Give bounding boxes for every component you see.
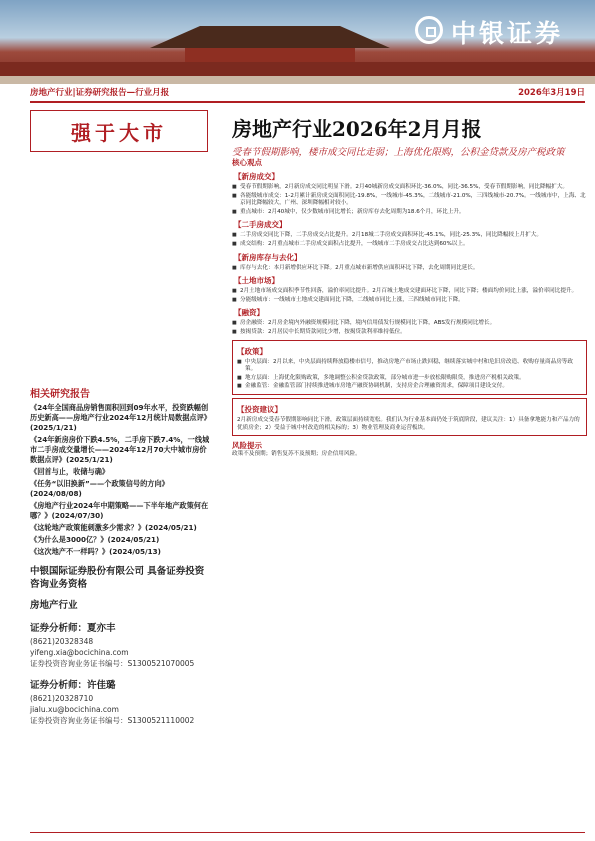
related-report-item[interactable]: 《这次地产不一样吗？》(2024/05/13) [30, 547, 161, 556]
analyst-cert: 证券投资咨询业务证书编号：S1300521110002 [30, 716, 195, 725]
company-qualification: 中银国际证券股份有限公司 具备证券投资咨询业务资格 [30, 566, 205, 590]
section-tag-policy: 【政策】 [237, 346, 267, 356]
related-report-item[interactable]: 《这轮地产政策能刺激多少需求？》(2024/05/21) [30, 523, 197, 532]
paragraph: ■ 分能级城市：一线城市土地成交建面同比下降，二线城市同比上涨，三四线城市同比下降。 [232, 297, 587, 305]
analyst-email[interactable]: yifeng.xia@bocichina.com [30, 648, 129, 657]
rating-box: 强于大市 [30, 110, 208, 152]
logo-text: 中银证券 [451, 19, 564, 48]
header-divider [30, 101, 585, 103]
policy-box [232, 340, 587, 395]
section-tag-new-home: 【新房成交】 [234, 172, 279, 181]
report-title: 房地产行业2026年2月月报 [232, 117, 482, 141]
paragraph: ■ 中央层面：2月以来，中央层面持续释放稳楼市信号，推动房地产市场止跌回稳，继续落实城中村和危旧房改造、收购存量商品房等政策。 [237, 359, 582, 374]
analyst-name: 证券分析师：许佳璐 [30, 680, 116, 691]
paragraph: ■ 受春节假期影响，2月新房成交同比明显下滑。2月40城新房成交面积环比-36.0%，同比-36.5%，受春节假期影响，同比降幅扩大。 [232, 184, 587, 192]
related-report-item[interactable]: 《任务“以旧换新”——个政策信号的方向》(2024/08/08) [30, 479, 169, 498]
section-tag-second-hand: 【二手房成交】 [234, 220, 287, 230]
paragraph: ■ 各能级城市成交：1-2月累计新房成交面积同比-19.8%，一线城市-45.3%，二线城市-21.0%，三四线城市-20.7%。一线城市中，上海、北京同比降幅较大，广州、深圳降幅相对较小。 [232, 193, 587, 208]
analyst-cert: 证券投资咨询业务证书编号：S1300521070005 [30, 659, 195, 668]
risk-heading: 风险提示 [232, 441, 262, 451]
core-views-heading: 核心观点 [232, 158, 262, 167]
footer-divider [30, 832, 585, 833]
industry-label: 房地产行业 [30, 600, 78, 611]
section-tag-financing: 【融资】 [234, 308, 264, 318]
ground-graphic [0, 76, 595, 84]
paragraph: ■ 地方层面：上海优化限购政策，多地调整公积金贷款政策，部分城市进一步放松限购限贷，推进房产税相关政策。 [237, 375, 582, 383]
related-report-item[interactable]: 《24年新房房价下跌4.5%，二手房下跌7.4%，一线城市二手房成交量增长——2024年12月70大中城市房价数据点评》(2025/1/21) [30, 435, 210, 464]
report-date: 2026年3月19日 [518, 88, 585, 98]
section-tag-inventory: 【新房库存与去化】 [234, 252, 302, 262]
paragraph: ■ 金融监管：金融监管部门持续推进城市房地产融资协调机制，支持房企合理融资需求，保障项目建设交付。 [237, 383, 582, 391]
boc-logo-icon [415, 16, 443, 44]
report-category-line [30, 86, 585, 100]
header-banner [0, 0, 595, 84]
palace-roof-graphic [150, 26, 390, 48]
paragraph: ■ 房企融资：2月房企境内外融资规模同比下降，境内信用债发行规模同比下降，ABS发行规模同比增长。 [232, 320, 587, 328]
left-column [30, 385, 210, 726]
analyst-block [30, 622, 210, 669]
analyst-block [30, 679, 210, 726]
related-report-item[interactable]: 《回首与止，收储与确》 [30, 467, 110, 476]
paragraph: ■ 重点城市：2月40城中，仅少数城市同比增长；新房库存去化周期为18.6个月，环比上升。 [232, 209, 587, 217]
paragraph: ■ 2月土地市场成交面积季节性回落，溢价率同比提升。2月百城土地成交建面环比下降，同比下降；楼面均价同比上涨，溢价率同比提升。 [232, 288, 587, 296]
report-subtitle: 受春节假期影响，楼市成交同比走弱；上海优化限购，公积金贷款及房产税政策 [232, 147, 565, 158]
analyst-email[interactable]: jialu.xu@bocichina.com [30, 705, 119, 714]
paragraph: ■ 二手房成交同比下降，二手房成交占比提升。2月18城二手房成交面积环比-45.1%，同比-25.3%，同比降幅较上月扩大。 [232, 232, 587, 240]
analyst-phone: (8621)20328710 [30, 694, 94, 703]
investment-box [232, 398, 587, 436]
related-report-item[interactable]: 《24年全国商品房销售面积回到09年水平，投资跌幅创历史新高——房地产行业2024年12月统计局数据点评》(2025/1/21) [30, 403, 209, 432]
section-tag-land: 【土地市场】 [234, 276, 279, 286]
related-report-item[interactable]: 《为什么是3000亿？》(2024/05/21) [30, 535, 160, 544]
analyst-name: 证券分析师：夏亦丰 [30, 623, 116, 634]
company-logo [415, 14, 590, 46]
paragraph: ■ 成交结构：2月重点城市二手房成交面积占比提升，一线城市二手房成交占比达到60%以上。 [232, 241, 587, 249]
paragraph: ■ 库存与去化：本月新增供应环比下降。2月重点城市新增供应面积环比下降，去化周期同比延长。 [232, 265, 587, 273]
related-report-item[interactable]: 《房地产行业2024年中期策略——下半年地产政策何在哪？》(2024/07/30) [30, 501, 209, 520]
paragraph: ■ 按揭贷款：2月居民中长期贷款同比少增，按揭贷款利率维持低位。 [232, 329, 587, 337]
analyst-phone: (8621)20328348 [30, 637, 94, 646]
core-views-column [232, 157, 587, 837]
report-category: 房地产行业|证券研究报告—行业月报 [30, 88, 170, 98]
related-reports-heading: 相关研究报告 [30, 389, 90, 400]
risk-text: 政策不及预期；销售复苏不及预期；房企信用风险。 [232, 451, 361, 458]
related-reports-list [30, 403, 210, 557]
investment-advice-heading: 【投资建议】 [237, 404, 282, 414]
investment-advice-text: 2月新房成交受春节假期影响同比下滑，政策层面持续宽松。我们认为行业基本面仍处于筑底阶段，建议关注：1）具备拿地能力和产品力的优质房企；2）受益于城中村改造的相关标的；3）物业管理及商业运营板块。 [237, 416, 580, 431]
